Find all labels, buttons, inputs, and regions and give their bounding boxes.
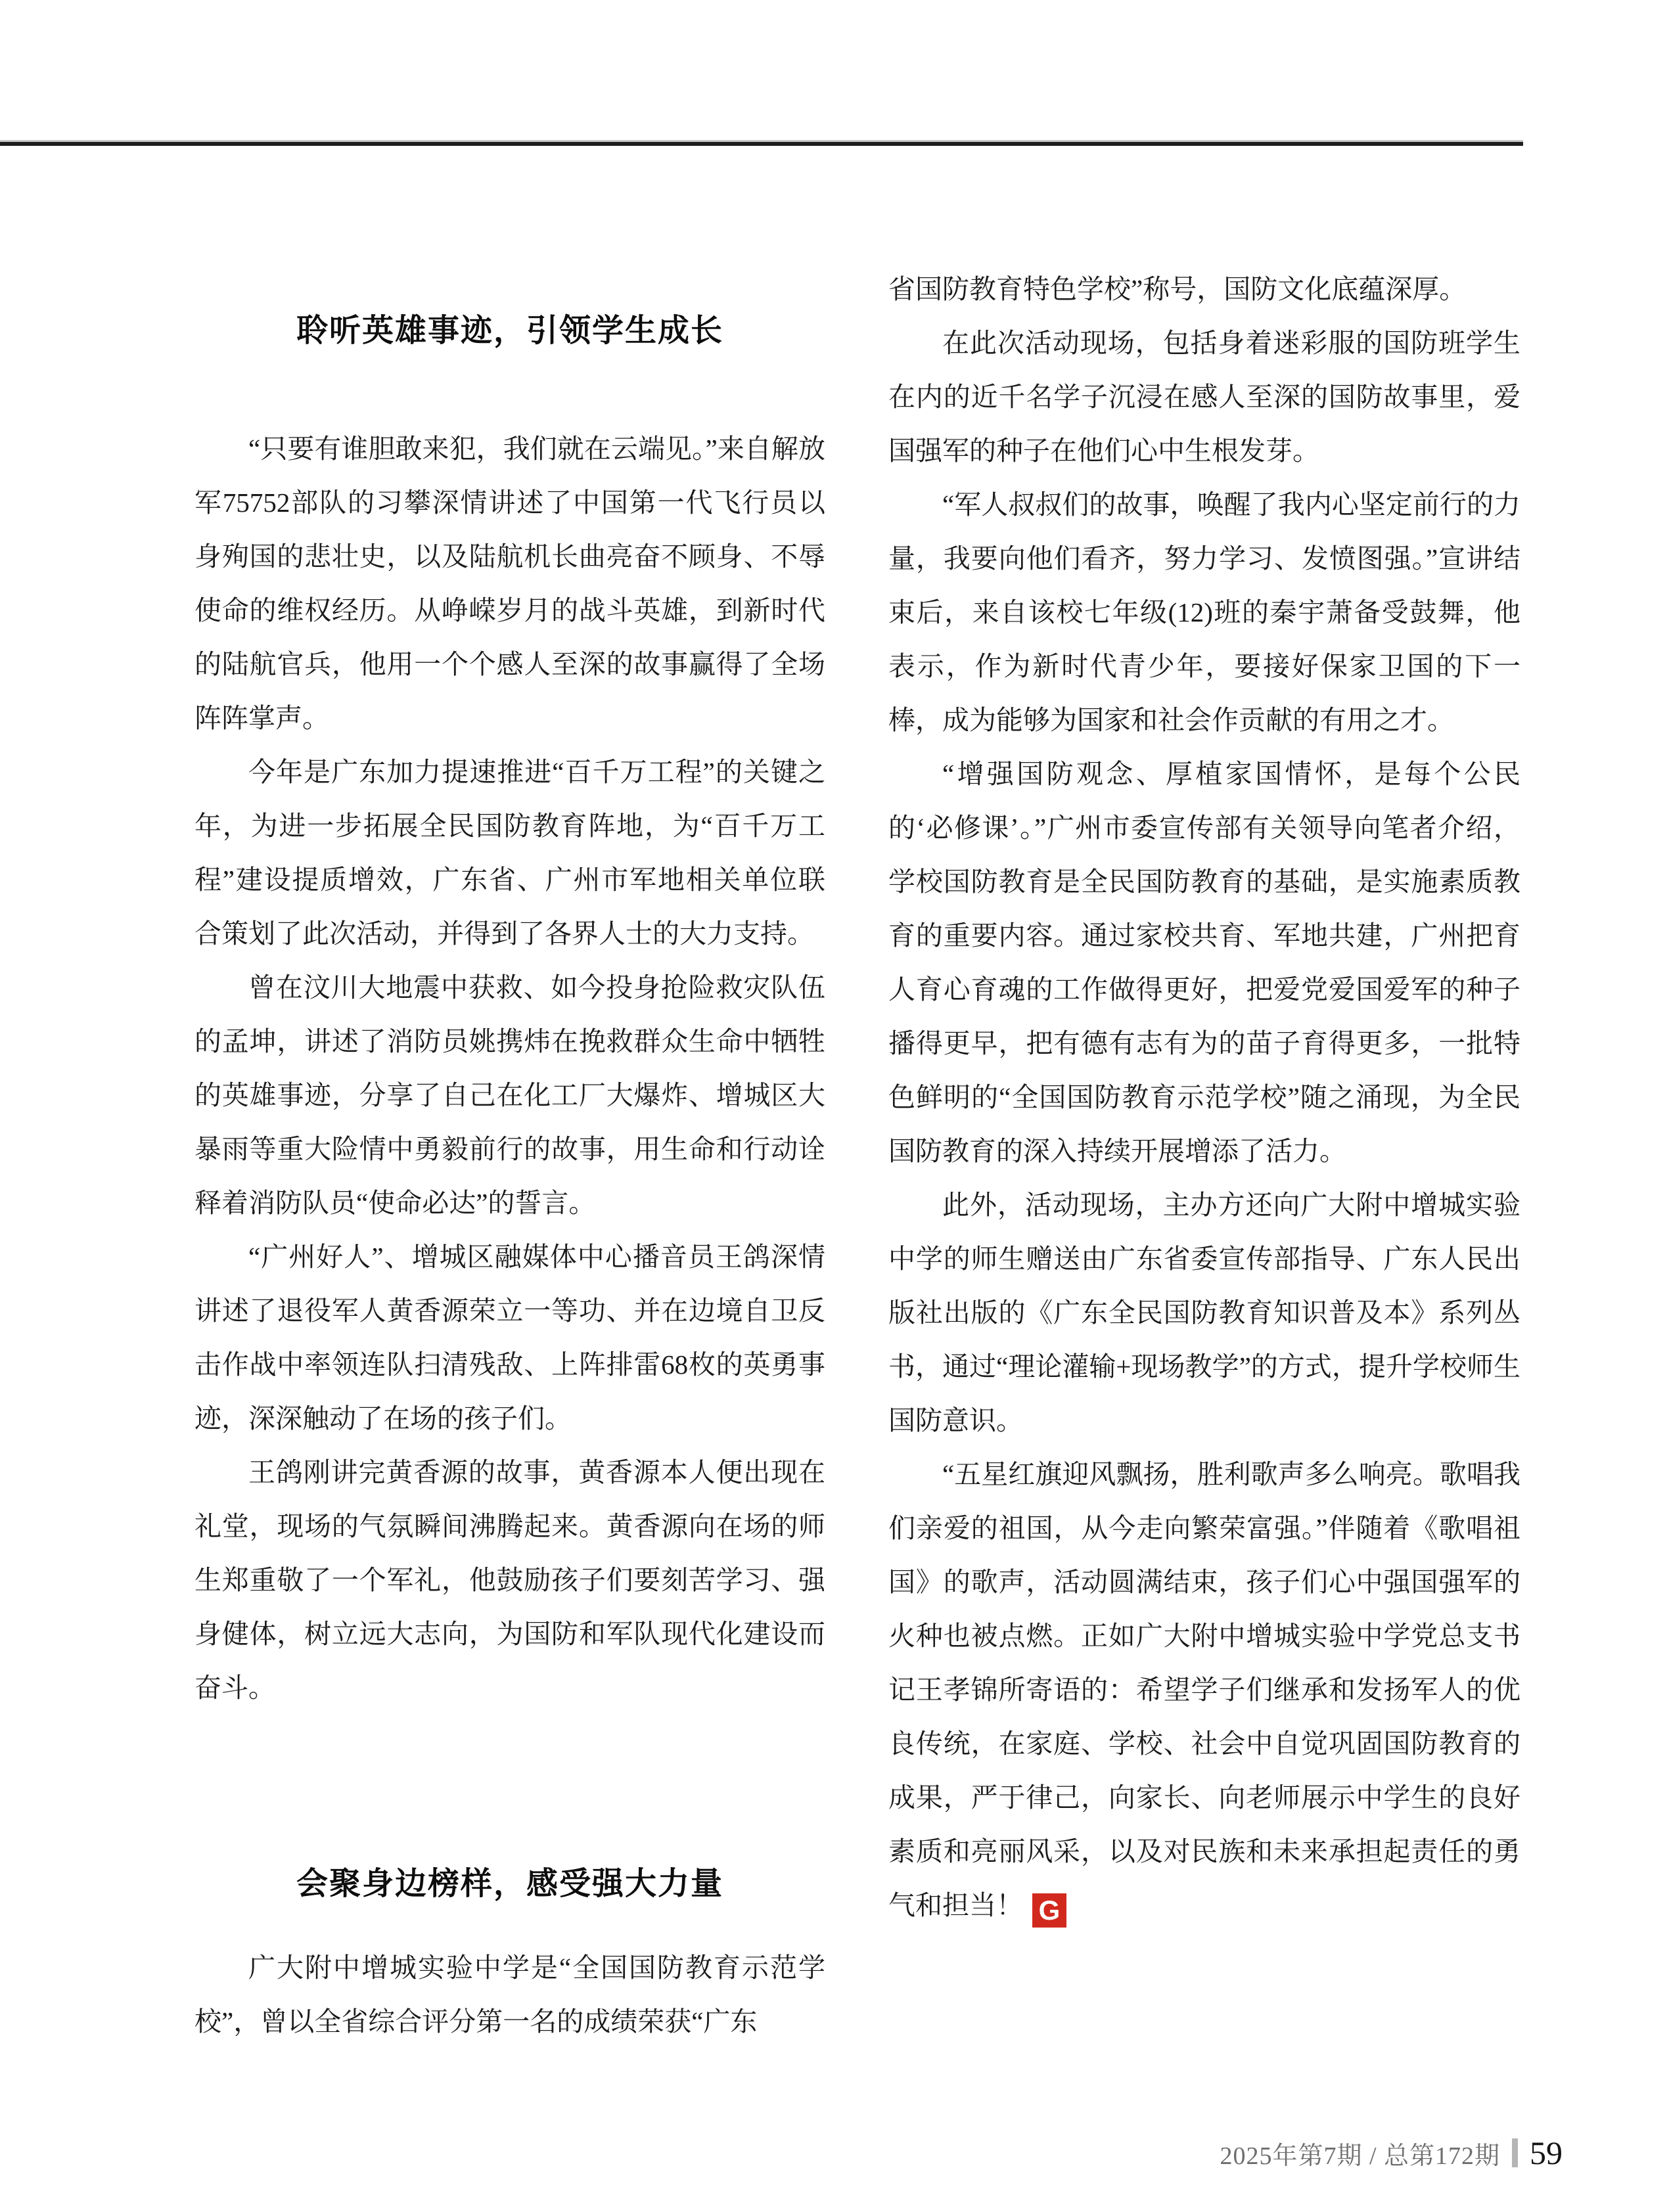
paragraph: 在此次活动现场，包括身着迷彩服的国防班学生在内的近千名学子沉浸在感人至深的国防故事里，爱国强军的种子在他们心中生根发芽。 (888, 328, 1520, 466)
paragraph: “增强国防观念、厚植家国情怀，是每个公民的‘必修课’。”广州市委宣传部有关领导向笔者介绍，学校国防教育是全民国防教育的基础，是实施素质教育的重要内容。通过家校共育、军地共建，广州把育人育心育魂的工作做得更好，把爱党爱国爱军的种子播得更早，把有德有志有为的苗子育得更多，一批特色鲜明的“全国国防教育示范学校”随之涌现，为全民国防教育的深入持续开展增添了活力。 (888, 759, 1520, 1166)
paragraph: “广州好人”、增城区融媒体中心播音员王鸽深情讲述了退役军人黄香源荣立一等功、并在边境自卫反击作战中率领连队扫清残敌、上阵排雷68枚的英勇事迹，深深触动了在场的孩子们。 (194, 1242, 825, 1433)
right-body (888, 262, 1520, 1932)
paragraph: 此外，活动现场，主办方还向广大附中增城实验中学的师生赠送由广东省委宣传部指导、广东人民出版社出版的《广东全民国防教育知识普及本》系列丛书，通过“理论灌输+现场教学”的方式，提升学校师生国防意识。 (888, 1190, 1520, 1435)
paragraph: “军人叔叔们的故事，唤醒了我内心坚定前行的力量，我要向他们看齐，努力学习、发愤图强。”宣讲结束后，来自该校七年级(12)班的秦宇萧备受鼓舞，他表示，作为新时代青少年，要接好保家卫国的下一棒，成为能够为国家和社会作贡献的有用之才。 (888, 489, 1520, 735)
page-footer (1220, 2134, 1563, 2172)
left-body-bottom (194, 1941, 825, 2048)
paragraph-text: “五星红旗迎风飘扬，胜利歌声多么响亮。歌唱我们亲爱的祖国，从今走向繁荣富强。”伴随着《歌唱祖国》的歌声，活动圆满结束，孩子们心中强国强军的火种也被点燃。正如广大附中增城实验中学党总支书记王孝锦所寄语的：希望学子们继承和发扬军人的优良传统，在家庭、学校、社会中自觉巩固国防教育的成果，严于律己，向家长、向老师展示中学生的良好素质和亮丽风采，以及对民族和未来承担起责任的勇气和担当！ (888, 1459, 1520, 1920)
left-body-top (194, 422, 825, 1715)
paragraph: 广大附中增城实验中学是“全国国防教育示范学校”，曾以全省综合评分第一名的成绩荣获“广东 (194, 1952, 825, 2037)
issue-info: 2025年第7期 / 总第172期 (1220, 2142, 1500, 2170)
paragraph (888, 1447, 1520, 1932)
page-number: 59 (1530, 2134, 1563, 2171)
section-heading-2: 会聚身边榜样，感受强大力量 (296, 1866, 723, 1901)
paragraph: 省国防教育特色学校”称号，国防文化底蕴深厚。 (888, 274, 1467, 304)
section-heading-1: 聆听英雄事迹，引领学生成长 (296, 313, 723, 348)
right-column (888, 0, 1520, 2212)
paragraph: 曾在汶川大地震中获救、如今投身抢险救灾队伍的孟坤，讲述了消防员姚携炜在挽救群众生命中牺牲的英雄事迹，分享了自己在化工厂大爆炸、增城区大暴雨等重大险情中勇毅前行的故事，用生命和行动诠释着消防队员“使命必达”的誓言。 (194, 972, 825, 1218)
footer-divider (1512, 2138, 1518, 2167)
paragraph: 今年是广东加力提速推进“百千万工程”的关键之年，为进一步拓展全民国防教育阵地，为“百千万工程”建设提质增效，广东省、广州市军地相关单位联合策划了此次活动，并得到了各界人士的大力支持。 (194, 757, 825, 949)
paragraph: “只要有谁胆敢来犯，我们就在云端见。”来自解放军75752部队的习攀深情讲述了中国第一代飞行员以身殉国的悲壮史，以及陆航机长曲亮奋不顾身、不辱使命的维权经历。从峥嵘岁月的战斗英雄，到新时代的陆航官兵，他用一个个感人至深的故事赢得了全场阵阵掌声。 (194, 434, 825, 733)
left-column (194, 0, 825, 2212)
paragraph: 王鸽刚讲完黄香源的故事，黄香源本人便出现在礼堂，现场的气氛瞬间沸腾起来。黄香源向在场的师生郑重敬了一个军礼，他鼓励孩子们要刻苦学习、强身健体，树立远大志向，为国防和军队现代化建设而奋斗。 (194, 1457, 825, 1703)
end-mark-icon: G (1032, 1893, 1066, 1928)
